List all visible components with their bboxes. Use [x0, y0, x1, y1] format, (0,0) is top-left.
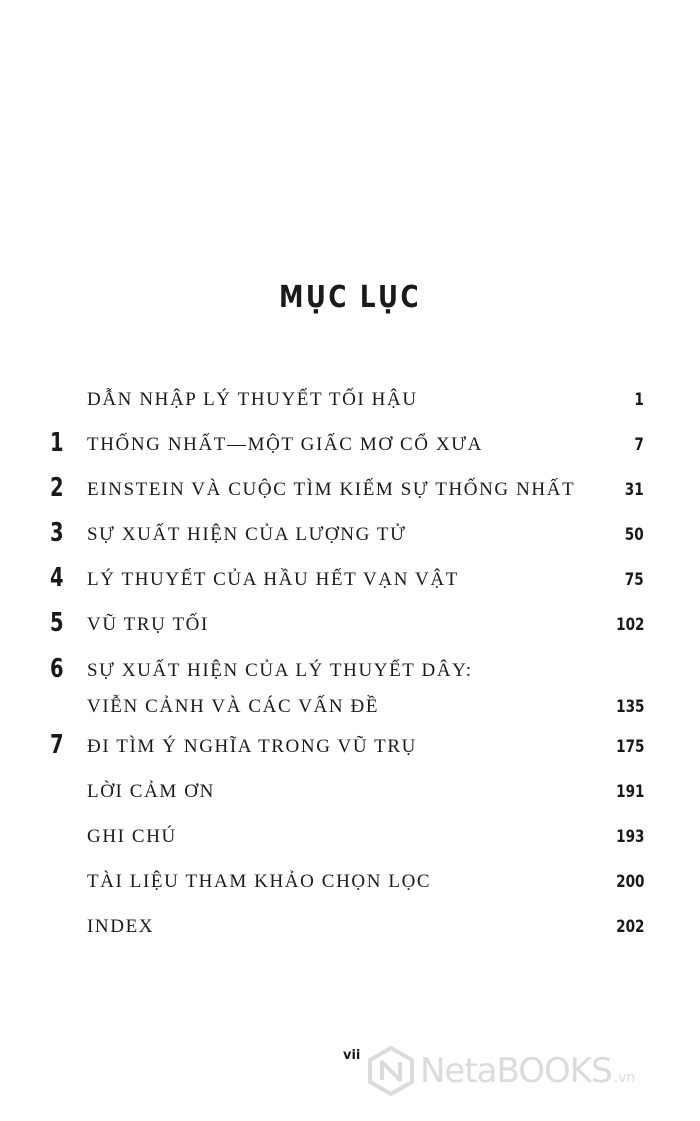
- page-number: 7: [634, 435, 644, 455]
- chapter-number: 5: [50, 608, 64, 638]
- entry-title: DẪN NHẬP LÝ THUYẾT TỐI HẬU: [87, 389, 418, 410]
- netabooks-logo-icon: [368, 1046, 414, 1096]
- page-number: 75: [625, 570, 644, 590]
- page-number: 193: [615, 827, 644, 847]
- chapter-number: 4: [50, 563, 64, 593]
- entry-title: LÝ THUYẾT CỦA HẦU HẾT VẠN VẬT: [87, 569, 459, 590]
- page-number: 135: [615, 697, 644, 717]
- page-title: MỤC LỤC: [278, 280, 421, 315]
- entry-title: ĐI TÌM Ý NGHĨA TRONG VŨ TRỤ: [87, 736, 417, 757]
- entry-title: THỐNG NHẤT—MỘT GIẤC MƠ CỔ XƯA: [87, 434, 483, 455]
- page-number: 102: [615, 615, 644, 635]
- entry-title: INDEX: [87, 916, 155, 937]
- page-number: 1: [634, 390, 644, 410]
- page-number: 31: [625, 480, 644, 500]
- page-number: 175: [615, 737, 644, 757]
- chapter-number: 2: [50, 473, 64, 503]
- entry-title: SỰ XUẤT HIỆN CỦA LÝ THUYẾT DÂY:: [87, 660, 473, 681]
- entry-title: TÀI LIỆU THAM KHẢO CHỌN LỌC: [87, 871, 432, 892]
- entry-title: VŨ TRỤ TỐI: [87, 614, 209, 635]
- entry-title: SỰ XUẤT HIỆN CỦA LƯỢNG TỬ: [87, 524, 407, 545]
- entry-title: LỜI CẢM ƠN: [87, 781, 215, 802]
- entry-title: EINSTEIN VÀ CUỘC TÌM KIẾM SỰ THỐNG NHẤT: [87, 479, 576, 500]
- chapter-number: 3: [50, 518, 64, 548]
- watermark-brand: NetaBOOKS: [420, 1051, 612, 1091]
- page-number: 202: [615, 917, 644, 937]
- page-number: 200: [615, 872, 644, 892]
- watermark-suffix: .vn: [613, 1070, 636, 1086]
- entry-title: GHI CHÚ: [87, 826, 177, 847]
- watermark: [368, 1046, 635, 1096]
- chapter-number: 7: [50, 730, 64, 760]
- entry-title: VIỄN CẢNH VÀ CÁC VẤN ĐỀ: [87, 696, 380, 717]
- page-number: 50: [625, 525, 644, 545]
- chapter-number: 6: [50, 654, 64, 684]
- chapter-number: 1: [50, 428, 64, 458]
- page-number: 191: [615, 782, 644, 802]
- page-folio: vii: [343, 1048, 361, 1063]
